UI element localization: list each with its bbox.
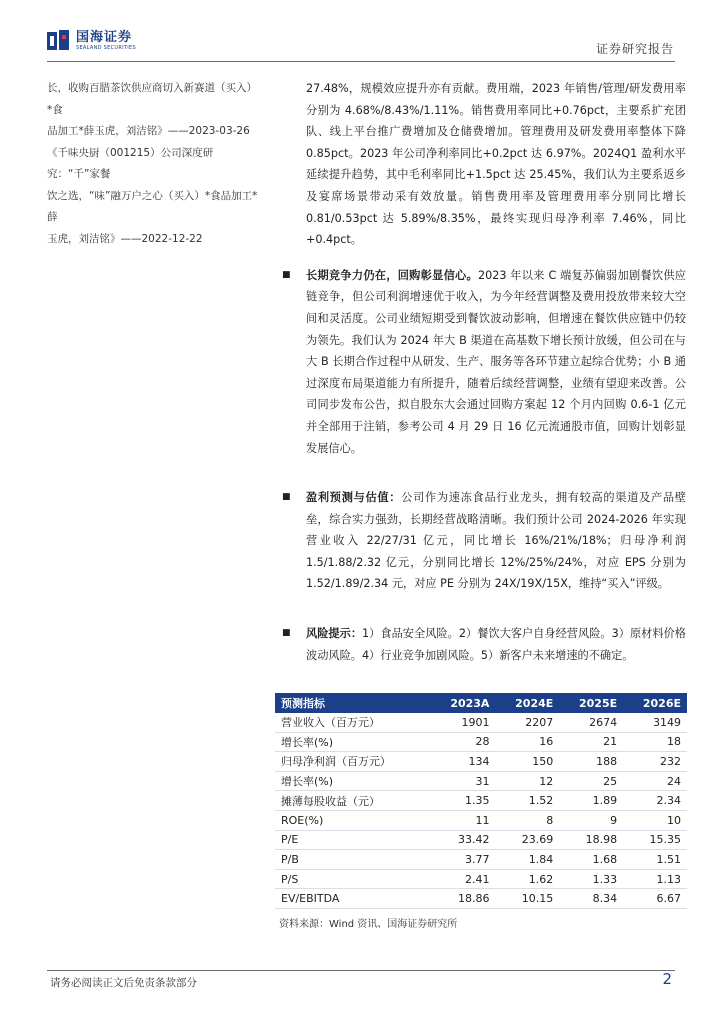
row-label: 营业收入（百万元） — [275, 713, 430, 732]
table-cell: 31 — [430, 771, 495, 791]
table-cell: 24 — [623, 771, 687, 791]
footer-divider — [47, 970, 675, 971]
table-cell: 1.13 — [623, 869, 687, 889]
bullet-title: 风险提示： — [306, 627, 363, 641]
forecast-table-section — [275, 693, 687, 930]
square-bullet-icon: ■ — [282, 269, 291, 280]
bullet-title: 长期竞争力仍在，回购彰显信心。 — [306, 268, 478, 282]
table-source-note: 资料来源：Wind 资讯、国海证券研究所 — [279, 918, 458, 930]
row-label: 归母净利润（百万元） — [275, 752, 430, 772]
table-cell: 134 — [430, 752, 495, 772]
related-report-line: 饮之选，“味”融万户之心（买入）*食品加工*薛 — [47, 189, 258, 223]
header-divider — [47, 61, 675, 62]
row-label: 增长率(%) — [275, 732, 430, 752]
table-cell: 10 — [623, 810, 687, 830]
table-cell: 232 — [623, 752, 687, 772]
header-cell: 2024E — [495, 693, 559, 713]
row-label: 摊薄每股收益（元） — [275, 791, 430, 811]
table-cell: 1.68 — [559, 850, 623, 870]
row-label: P/E — [275, 830, 430, 850]
report-type: 证券研究报告 — [595, 42, 674, 56]
table-row — [275, 791, 687, 811]
table-cell: 8 — [495, 810, 559, 830]
row-label: P/B — [275, 850, 430, 870]
table-cell: 1.35 — [430, 791, 495, 811]
table-cell: 2.34 — [623, 791, 687, 811]
table-cell: 150 — [495, 752, 559, 772]
row-label: EV/EBITDA — [275, 889, 430, 909]
logo-name-cn: 国海证券 — [76, 30, 133, 45]
table-cell: 11 — [430, 810, 495, 830]
bullet-risk — [282, 623, 686, 666]
table-cell: 1.62 — [495, 869, 559, 889]
table-cell: 8.34 — [559, 889, 623, 909]
table-cell: 21 — [559, 732, 623, 752]
table-row — [275, 810, 687, 830]
bullet-body: 2023 年以来 C 端复苏偏弱加剧餐饮供应链竞争，但公司利润增速优于收入，为今年经营调整及费用投放带来较大空间和灵活度。公司业绩短期受到餐饮波动影响，但增速在餐饮供应链中仍较为领先。我们认为 2024 年大 B 渠道在高基数下增长预计放缓，但公司在与大 B 长期合作过程中从研发、生产、服务等各环节建立起综合优势；小 B 通过深度布局渠道能力有所提升，随着后续经营调整，业绩有望迎来改善。公司同步发布公告，拟自股东大会通过回购方案起 12 个月内回购 0.6-1 亿元并全部用于注销，参考公司 4 月 29 日 16 亿元流通股市值，回购计划彰显发展信心。 — [306, 268, 686, 455]
footer-disclaimer: 请务必阅读正文后免责条款部分 — [50, 977, 197, 989]
table-cell: 33.42 — [430, 830, 495, 850]
table-cell: 12 — [495, 771, 559, 791]
square-bullet-icon: ■ — [282, 492, 291, 503]
logo-name-en: SEALAND SECURITIES — [76, 45, 136, 51]
table-cell: 2207 — [495, 713, 559, 732]
row-label: ROE(%) — [275, 810, 430, 830]
table-cell: 1901 — [430, 713, 495, 732]
row-label: P/S — [275, 869, 430, 889]
main-text — [282, 78, 686, 666]
bullet-forecast — [282, 487, 686, 595]
bullet-body: 1）食品安全风险。2）餐饮大客户自身经营风险。3）原材料价格波动风险。4）行业竞争加剧风险。5）新客户未来增速的不确定。 — [306, 627, 686, 662]
related-reports — [47, 78, 262, 250]
table-cell: 18 — [623, 732, 687, 752]
table-header-row — [275, 693, 687, 713]
table-cell: 2674 — [559, 713, 623, 732]
header-cell: 2023A — [430, 693, 495, 713]
table-row — [275, 771, 687, 791]
table-cell: 1.52 — [495, 791, 559, 811]
table-row — [275, 869, 687, 889]
table-cell: 25 — [559, 771, 623, 791]
table-cell: 188 — [559, 752, 623, 772]
related-report-line: 品加工*薛玉虎，刘洁铭》——2023-03-26 — [47, 125, 250, 137]
header-cell: 预测指标 — [275, 693, 430, 713]
table-cell: 18.98 — [559, 830, 623, 850]
table-row — [275, 889, 687, 909]
table-cell: 16 — [495, 732, 559, 752]
related-report-line: 玉虎，刘洁铭》——2022-12-22 — [47, 232, 203, 245]
table-cell: 23.69 — [495, 830, 559, 850]
bullet-competitiveness — [282, 265, 686, 459]
paragraph-cost-analysis: 27.48%，规模效应提升亦有贡献。费用端，2023 年销售/管理/研发费用率分别为 4.68%/8.43%/1.11%。销售费用率同比+0.76pct，主要系扩充团队、线上平台推广费增加及仓储费增加。管理费用及研发费用率整体下降 0.85pct。2023 年公司净利率同比+0.2pct 达 6.97%。2024Q1 盈利水平延续提升趋势，其中毛利率同比+1.5pct 达 25.45%，我们认为主要系返乡及宴席场景带动采有效放量。销售费用率及管理费用率分别同比增长 0.81/0.53pct 达 5.89%/8.35%，最终实现归母净利率 7.46%，同比+0.4pct。 — [306, 82, 686, 247]
table-cell: 18.86 — [430, 889, 495, 909]
table-cell: 10.15 — [495, 889, 559, 909]
logo-icon — [47, 30, 71, 52]
table-cell: 2.41 — [430, 869, 495, 889]
company-logo — [47, 30, 136, 52]
table-row — [275, 850, 687, 870]
table-cell: 1.89 — [559, 791, 623, 811]
table-cell: 1.33 — [559, 869, 623, 889]
table-cell: 9 — [559, 810, 623, 830]
related-report-line: 长，收购百腊茶饮供应商切入新赛道（买入）*食 — [47, 82, 257, 116]
bullet-title: 盈利预测与估值： — [306, 491, 402, 505]
page-header — [0, 0, 724, 60]
table-cell: 1.84 — [495, 850, 559, 870]
table-cell: 15.35 — [623, 830, 687, 850]
table-row — [275, 830, 687, 850]
table-row — [275, 752, 687, 772]
bullet-body: 公司作为速冻食品行业龙头，拥有较高的渠道及产品壁垒，综合实力强劲，长期经营战略清晰。我们预计公司 2024-2026 年实现营业收入 22/27/31 亿元，同比增长 16%/21%/18%；归母净利润 1.5/1.88/2.32 亿元，分别同比增长 12%/25%/24%，对应 EPS 分别为 1.52/1.89/2.34 元，对应 PE 分别为 24X/19X/15X，维持“买入”评级。 — [306, 491, 686, 591]
table-cell: 28 — [430, 732, 495, 752]
page-number: 2 — [662, 970, 672, 988]
table-row — [275, 732, 687, 752]
table-cell: 6.67 — [623, 889, 687, 909]
forecast-table — [275, 693, 687, 909]
table-row — [275, 713, 687, 732]
header-cell: 2026E — [623, 693, 687, 713]
table-cell: 3.77 — [430, 850, 495, 870]
related-report-line: 《千味央厨（001215）公司深度研究：“千”家餐 — [47, 146, 214, 180]
table-cell: 3149 — [623, 713, 687, 732]
header-cell: 2025E — [559, 693, 623, 713]
square-bullet-icon: ■ — [282, 628, 291, 639]
row-label: 增长率(%) — [275, 771, 430, 791]
table-cell: 1.51 — [623, 850, 687, 870]
